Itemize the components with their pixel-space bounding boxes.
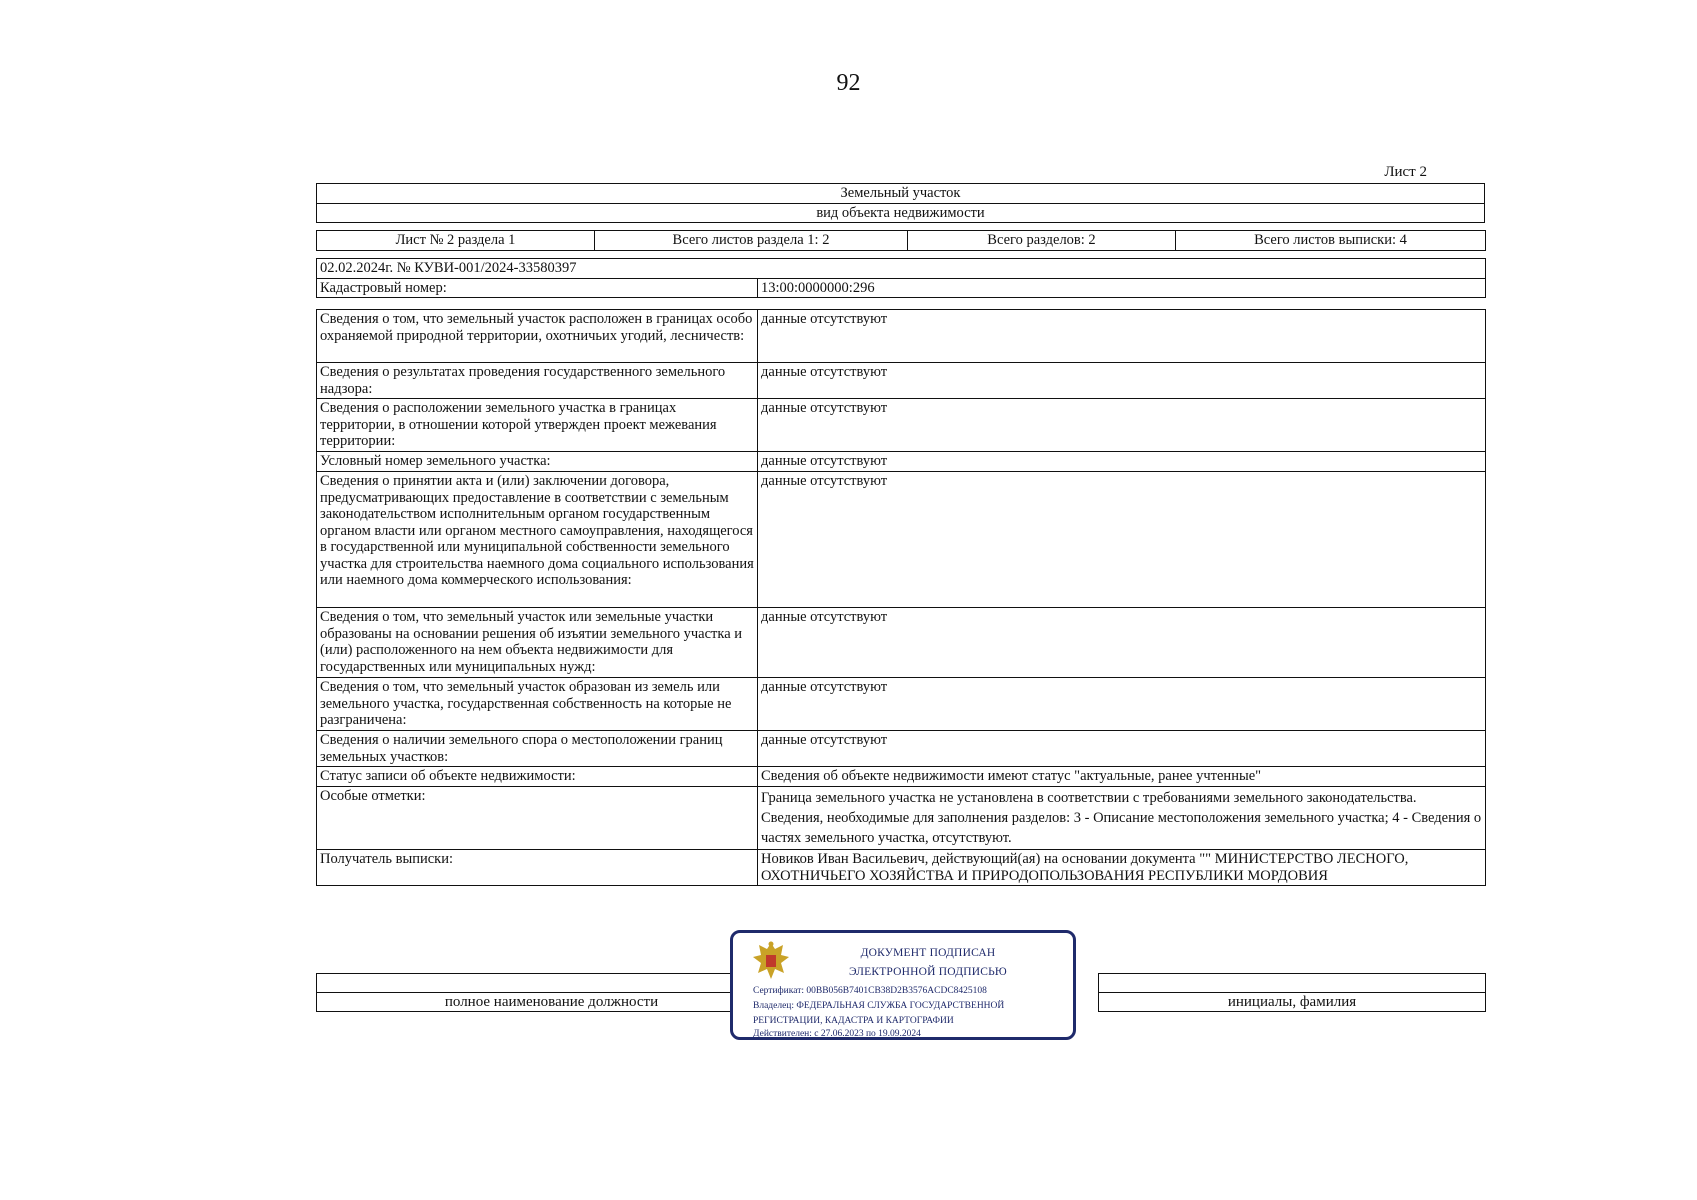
electronic-signature-stamp — [730, 930, 1076, 1040]
cadastral-value: 13:00:0000000:296 — [758, 278, 1486, 298]
table-row — [317, 850, 1486, 886]
table-row — [317, 399, 1486, 452]
table-row — [317, 608, 1486, 678]
page-number: 92 — [836, 70, 861, 96]
stamp-certificate: Сертификат: 00BB056B7401CB38D2B3576ACDC8425108 — [753, 986, 987, 996]
row-label: Статус записи об объекте недвижимости: — [317, 767, 758, 787]
object-header-table — [316, 183, 1485, 223]
stamp-owner-line2: РЕГИСТРАЦИИ, КАДАСТРА И КАРТОГРАФИИ — [753, 1016, 954, 1026]
sheet-label: Лист 2 — [1384, 164, 1427, 180]
stamp-owner-line1: Владелец: ФЕДЕРАЛЬНАЯ СЛУЖБА ГОСУДАРСТВЕННОЙ — [753, 1001, 1005, 1011]
row-label: Сведения о результатах проведения государственного земельного надзора: — [317, 363, 758, 399]
name-caption: инициалы, фамилия — [1099, 993, 1486, 1012]
sheet-of-section: Лист № 2 раздела 1 — [317, 231, 595, 251]
object-type-caption: вид объекта недвижимости — [317, 203, 1485, 223]
document-info-table — [316, 258, 1486, 298]
details-table — [316, 309, 1486, 886]
stamp-title-line2: ЭЛЕКТРОННОЙ ПОДПИСЬЮ — [849, 966, 1007, 978]
table-row — [317, 767, 1486, 787]
row-label: Получатель выписки: — [317, 850, 758, 886]
row-value: данные отсутствуют — [758, 363, 1486, 399]
coat-of-arms-icon — [751, 939, 791, 983]
row-value: Сведения об объекте недвижимости имеют статус "актуальные, ранее учтенные" — [758, 767, 1486, 787]
table-row — [317, 731, 1486, 767]
table-row — [317, 310, 1486, 363]
position-blank — [317, 974, 787, 993]
row-value: данные отсутствуют — [758, 472, 1486, 608]
table-row — [317, 472, 1486, 608]
table-row — [317, 363, 1486, 399]
row-label: Сведения о принятии акта и (или) заключении договора, предусматривающих предоставление в соответствии с земельным законодательством исполнительным органом государственным органом власти или органом местного самоуправления, находящегося в государственной или муниципальной собственности земельного участка для строительства наемного дома социального использования или наемного дома коммерческого использования: — [317, 472, 758, 608]
stamp-validity: Действителен: с 27.06.2023 по 19.09.2024 — [753, 1029, 921, 1039]
total-sections: Всего разделов: 2 — [908, 231, 1176, 251]
row-value: Граница земельного участка не установлена в соответствии с требованиями земельного законодательства. Сведения, необходимые для заполнения разделов: 3 - Описание местоположения земельного участка; 4 - Сведения о частях земельного участка, отсутствуют. — [758, 787, 1486, 850]
name-blank — [1099, 974, 1486, 993]
stamp-title-line1: ДОКУМЕНТ ПОДПИСАН — [860, 947, 996, 959]
row-label: Условный номер земельного участка: — [317, 452, 758, 472]
table-row — [317, 787, 1486, 850]
row-label: Сведения о том, что земельный участок или земельные участки образованы на основании решения об изъятии земельного участка и (или) расположенного на нем объекта недвижимости для государственных или муниципальных нужд: — [317, 608, 758, 678]
row-label: Сведения о том, что земельный участок расположен в границах особо охраняемой природной территории, охотничьих угодий, лесничеств: — [317, 310, 758, 363]
position-caption: полное наименование должности — [317, 993, 787, 1012]
cadastral-label: Кадастровый номер: — [317, 278, 758, 298]
total-sheets-extract: Всего листов выписки: 4 — [1176, 231, 1486, 251]
total-sheets-section: Всего листов раздела 1: 2 — [595, 231, 908, 251]
row-value: Новиков Иван Васильевич, действующий(ая) на основании документа "" МИНИСТЕРСТВО ЛЕСНОГО, ОХОТНИЧЬЕГО ХОЗЯЙСТВА И ПРИРОДОПОЛЬЗОВАНИЯ РЕСПУБЛИКИ МОРДОВИЯ — [758, 850, 1486, 886]
row-value: данные отсутствуют — [758, 399, 1486, 452]
row-value: данные отсутствуют — [758, 731, 1486, 767]
row-value: данные отсутствуют — [758, 678, 1486, 731]
row-value: данные отсутствуют — [758, 310, 1486, 363]
object-type: Земельный участок — [317, 184, 1485, 204]
row-value: данные отсутствуют — [758, 608, 1486, 678]
sheet-info-table — [316, 230, 1486, 251]
table-row — [317, 678, 1486, 731]
row-label: Сведения о расположении земельного участка в границах территории, в отношении которой утвержден проект межевания территории: — [317, 399, 758, 452]
row-label: Сведения о том, что земельный участок образован из земель или земельного участка, государственная собственность на которые не разграничена: — [317, 678, 758, 731]
row-value: данные отсутствуют — [758, 452, 1486, 472]
table-row — [317, 452, 1486, 472]
row-label: Особые отметки: — [317, 787, 758, 850]
date-number: 02.02.2024г. № КУВИ-001/2024-33580397 — [317, 259, 1486, 279]
row-label: Сведения о наличии земельного спора о местоположении границ земельных участков: — [317, 731, 758, 767]
